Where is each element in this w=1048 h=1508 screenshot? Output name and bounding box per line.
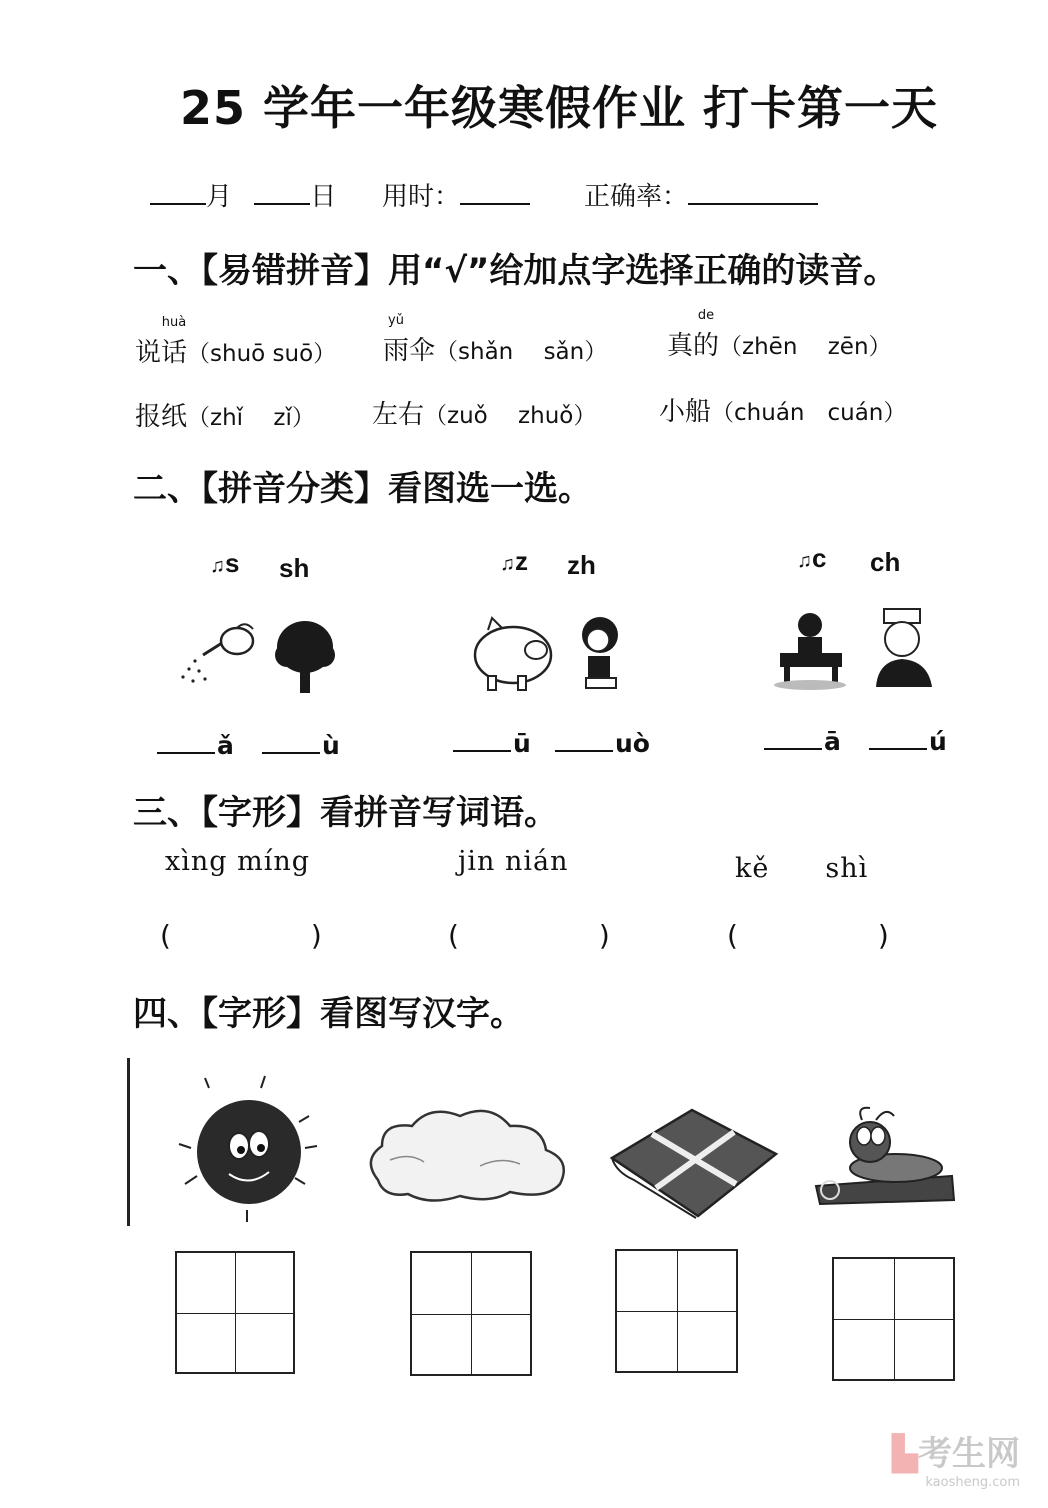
q1-item-6[interactable] [659, 391, 906, 428]
q3-answer-1[interactable]: ( ) [160, 919, 322, 952]
q2-fill-3b[interactable]: ú [869, 726, 947, 756]
month-label: 月 [206, 182, 233, 212]
section1-heading: 一、【易错拼音】用“√”给加点字选择正确的读音。 [133, 251, 898, 291]
q1-word-3: 真的 de [667, 308, 720, 361]
q3-answer-2[interactable]: ( ) [448, 919, 610, 952]
q1-item-5[interactable] [372, 394, 596, 431]
speaker-icon: ♫ [500, 553, 515, 575]
time-label: 用时： [382, 182, 461, 212]
cloud-icon [371, 1111, 564, 1201]
watering-can-icon [181, 624, 253, 682]
field-picture [606, 1100, 784, 1222]
q1-ruby-2: yǔ [388, 313, 404, 328]
q1-options-3: （zhēn zēn） [719, 334, 892, 360]
q1-word-6: 小船 [659, 397, 712, 427]
q1-options-2: （shǎn sǎn） [435, 339, 608, 365]
speaker-icon: ♫ [797, 550, 812, 572]
writing-grid-3[interactable] [615, 1249, 738, 1373]
q1-options-4: （zhǐ zǐ） [187, 405, 315, 431]
watering-tree-picture [175, 615, 340, 695]
choice-ch[interactable]: ch [870, 547, 901, 577]
pig-icon [475, 618, 551, 690]
choice-c[interactable]: ♫c [797, 543, 827, 573]
answer-blank[interactable] [157, 730, 215, 754]
caterpillar-icon [816, 1108, 954, 1204]
field-icon [612, 1110, 776, 1218]
month-blank[interactable] [150, 177, 206, 205]
q1-ruby-1: huà [161, 315, 187, 330]
q3-pinyin-2: jin nián [458, 846, 569, 877]
q1-word-5: 左右 [372, 400, 425, 430]
q3-pinyin-1: xìng míng [165, 846, 311, 877]
q1-options-1: （shuō suō） [187, 341, 337, 367]
answer-blank[interactable] [262, 730, 320, 754]
section2-heading: 二、【拼音分类】看图选一选。 [133, 469, 592, 509]
insect-picture [812, 1102, 960, 1206]
choice-zh[interactable]: zh [567, 550, 596, 580]
day-blank[interactable] [254, 177, 310, 205]
q1-options-6: （chuán cuán） [711, 400, 907, 426]
answer-blank[interactable] [869, 726, 927, 750]
q1-word-4: 报纸 [135, 402, 188, 432]
writing-grid-2[interactable] [410, 1251, 532, 1376]
answer-blank[interactable] [555, 728, 613, 752]
section4-heading: 四、【字形】看图写汉字。 [133, 994, 524, 1034]
q1-ruby-3: de [697, 308, 715, 323]
q3-answer-3[interactable]: ( ) [727, 919, 889, 952]
choice-sh[interactable]: sh [279, 553, 310, 583]
time-line [382, 176, 530, 213]
q2-fill-2b[interactable]: uò [555, 728, 650, 758]
chef-icon [876, 609, 932, 687]
writing-grid-4[interactable] [832, 1257, 955, 1381]
student-desk-icon [774, 613, 846, 690]
q1-word-2: 雨 yǔ 伞 [383, 313, 436, 366]
section3-heading: 三、【字形】看拼音写词语。 [133, 793, 558, 833]
choice-s[interactable]: ♫s [210, 548, 240, 578]
sun-icon [179, 1076, 317, 1222]
date-line [150, 176, 336, 213]
q1-item-4[interactable] [135, 396, 315, 433]
answer-blank[interactable] [764, 726, 822, 750]
q1-item-2[interactable] [383, 313, 608, 367]
q2-fill-2a[interactable]: ū [453, 728, 531, 758]
writing-grid-1[interactable] [175, 1251, 295, 1374]
q2-fill-3a[interactable]: ā [764, 726, 841, 756]
q1-options-5: （zuǒ zhuǒ） [424, 403, 597, 429]
pig-girl-picture [468, 610, 633, 696]
girl-sitting-icon [582, 617, 618, 688]
tree-icon [275, 621, 335, 693]
cloud-picture [360, 1100, 578, 1210]
q3-pinyin-3: kě shì [735, 853, 869, 884]
desk-chef-picture [772, 605, 940, 693]
q2-fill-1a[interactable]: ǎ [157, 730, 234, 760]
q2-fill-1b[interactable]: ù [262, 730, 340, 760]
watermark-logo-icon: ▙ [891, 1434, 918, 1474]
q1-word-1: 说话 huà [135, 315, 188, 368]
q1-item-1[interactable] [135, 315, 337, 369]
time-blank[interactable] [460, 177, 530, 205]
speaker-icon: ♫ [210, 555, 225, 577]
q1-item-3[interactable] [667, 308, 892, 362]
page-title: 25 学年一年级寒假作业 打卡第一天 [179, 81, 939, 135]
watermark: ▙考生网 kaosheng.com [891, 1434, 1020, 1490]
choice-z[interactable]: ♫z [500, 546, 528, 576]
day-label: 日 [310, 182, 337, 212]
accuracy-line [584, 176, 818, 213]
accuracy-label: 正确率： [584, 182, 689, 212]
answer-blank[interactable] [453, 728, 511, 752]
margin-line [127, 1058, 130, 1226]
sun-picture [165, 1072, 335, 1232]
accuracy-blank[interactable] [688, 177, 818, 205]
